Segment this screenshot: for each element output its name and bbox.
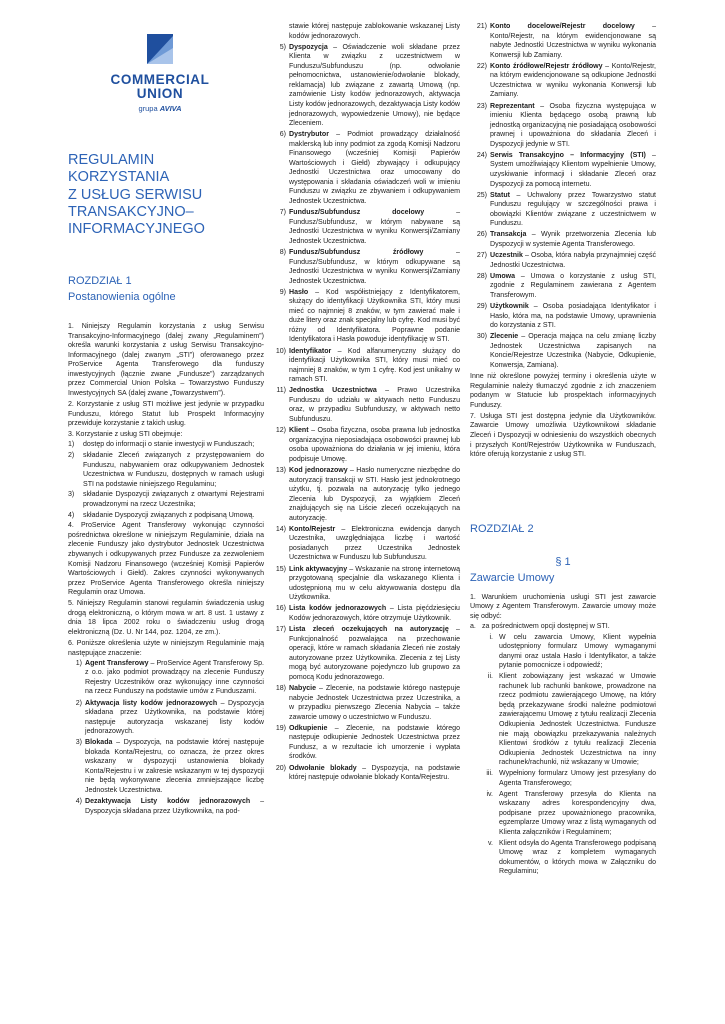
list-item: 2) składanie Zleceń związanych z przystępowaniem do Funduszu, nabywaniem oraz odkupywaniem Jednostek Uczestnictwa w Funduszu, dostępnych w ramach usługi STI na podstawie niniejszego Regulaminu; bbox=[68, 451, 264, 488]
definition-item: 4) Dezaktywacja Listy kodów jednorazowych – Dyspozycja składana przez Użytkownika, na pod- bbox=[75, 798, 264, 815]
definition-item: 22) Konto źródłowe/Rejestr źródłowy – Konto/Rejestr, na którym ewidencjonowane są odkupione Jednostki Uczestnictwa w wyniku wykonania Konwersji lub Zamiany. bbox=[476, 62, 656, 99]
roman-list-item: ii. Klient zobowiązany jest wskazać w Umowie rachunek lub rachunki bankowe, prowadzone na rzecz podmiotu zawierającego Umowę, na który będą przekazywane środki należne podmiotowi zawierającemu Umowę z tytułu realizacji Zlecenia Odkupienia Jednostek Uczestnictwa. Fundusze nie mają obowiązku przekazywania należnych Klientowi środków z tytułu realizacji Zlecenia Odkupienia Jednostek Uczestnictwa na inny rachunek/rachunki, niż wskazany w Umowie; bbox=[487, 673, 656, 767]
definitions-note: Inne niż określone powyżej terminy i określenia użyte w Regulaminie należy tłumaczyć zgodnie z ich znaczeniem podanym w Statucie lub prospektach informacyjnych Funduszy. bbox=[470, 373, 656, 409]
definition-item: 12) Klient – Osoba fizyczna, osoba prawna lub jednostka organizacyjna nieposiadająca osobowości prawnej lub osoba upoważniona do działania w jej imieniu, która podpisuje Umowę. bbox=[275, 427, 460, 463]
definition-item: 23) Reprezentant – Osoba fizyczna występująca w imieniu Klienta będącego osobą prawną lub jednostką organizacyjną nie posiadającą osobowości prawnej i upoważniona do składania Zleceń i Dyspozycji jedynie w STI. bbox=[476, 102, 656, 148]
column-1-body bbox=[68, 322, 264, 818]
roman-list-item: i. W celu zawarcia Umowy, Klient wypełnia udostępniony formularz Umowy wymaganymi danymi oraz ustala Hasło i Identyfikator, a także pytanie pomocnicze i odpowiedź; bbox=[489, 633, 656, 670]
definition-item: 21) Konto docelowe/Rejestr docelowy – Konto/Rejestr, na którym ewidencjonowane są nabyte Jednostki Uczestnictwa w wyniku wykonania Konwersji lub Zamiany. bbox=[476, 23, 656, 59]
paragraph-4: 4. ProService Agent Transferowy wykonując czynności pośrednictwa określone w niniejszym Regulaminie, działa na zlecenie Funduszy jako dystrybutor Jednostek Uczestnictwa zbywanych i odkupywanych przez Fundusze za zezwoleniem Komisji Nadzoru Finansowego (wcześniej Komisji Papierów Wartościowych i Giełd). Zakres czynności wykonywanych przez ProService Agenta Transferowego określa niniejszy Regulamin oraz Umowa. bbox=[68, 522, 264, 597]
definition-item: 26) Transakcja – Wynik przetworzenia Zlecenia lub Dyspozycji w systemie Agenta Transferowego. bbox=[476, 231, 656, 248]
paragraph-5: 5. Niniejszy Regulamin stanowi regulamin świadczenia usług drogą elektroniczną, o którym mowa w art. 8 ust. 1 ustawy z dnia 18 lipca 2002 roku o świadczeniu usług drogą elektroniczną (Dz. U. Nr 144, poz. 1204, ze zm.). bbox=[68, 600, 264, 636]
paragraph-2: 2. Korzystanie z usług STI możliwe jest jedynie w przypadku Funduszu, którego Statut lub Prospekt Informacyjny przewiduje korzystanie z takich usług. bbox=[68, 400, 264, 428]
definition-item: 29) Użytkownik – Osoba posiadająca Identyfikator i Hasło, która ma, na podstawie Umowy, uprawnienia do korzystania z STI. bbox=[476, 303, 656, 330]
chapter-1-heading: ROZDZIAŁ 1 bbox=[68, 275, 132, 287]
chapter-1-subtitle: Postanowienia ogólne bbox=[68, 291, 176, 303]
column-2 bbox=[270, 22, 460, 791]
title-line: REGULAMIN bbox=[68, 152, 155, 168]
definition-item: 1) Agent Transferowy – ProService Agent Transferowy Sp. z o.o. jako podmiot prowadzący na zlecenie Funduszy Rejestry Uczestników oraz wykonujący inne czynności na rzecz Funduszy na podstawie umów z Funduszami. bbox=[75, 659, 265, 696]
definition-item: 5) Dyspozycja – Oświadczenie woli składane przez Klienta w związku z uczestnictwem w Funduszu/Subfunduszu (np. odwołanie pełnomocnictwa, ustanowienie/odwołanie blokady, reklamacja) lub związane z zawartą Umową (np. zamówienie Listy kodów jednorazowych, aktywacja Listy kodów jednorazowych, dezaktywacja Listy kodów jednorazowych, wypowiedzenie Umowy), nie będące Zleceniem. bbox=[279, 43, 460, 128]
title-line: INFORMACYJNEGO bbox=[68, 221, 205, 238]
section-1-paragraph-1: 1. Warunkiem uruchomienia usługi STI jest zawarcie Umowy z Agentem Transferowym. Zawarcie umowy może się odbyć: bbox=[470, 593, 656, 620]
roman-list-item: iii. Wypełniony formularz Umowy jest przesyłany do Agenta Transferowego; bbox=[486, 770, 656, 787]
definition-item: 25) Statut – Uchwalony przez Towarzystwo statut Funduszu regulujący w szczególności prawa i obowiązki Klientów związane z uczestnictwem w Funduszu. bbox=[476, 191, 656, 228]
paragraph-1: 1. Niniejszy Regulamin korzystania z usług Serwisu Transakcyjno-Informacyjnego (dalej zwany „Regulaminem”) określa warunki korzystania z usług Serwisu Transakcyjno-Informacyjnego (dalej zwanym „STI”) oferowanego przez ProService Agenta Transferowego dla funduszy inwestycyjnych (łącznie zwane „Fundusze”) zarządzanych przez Commercial Union Polska – Towarzystwo Funduszy Inwestycyjnych SA (dalej zwane „Towarzystwem”). bbox=[68, 323, 264, 397]
definition-item: 7) Fundusz/Subfundusz docelowy – Fundusz/Subfundusz, w którym nabywane są Jednostki Uczestnictwa w wyniku Konwersji/Zamiany Jednostek Uczestnictwa. bbox=[279, 209, 460, 245]
paragraph-3: 3. Korzystanie z usług STI obejmuje: bbox=[68, 431, 183, 439]
sub-item: a. za pośrednictwem opcji dostępnej w STI. bbox=[470, 622, 610, 630]
definition-item: 6) Dystrybutor – Podmiot prowadzący działalność maklerską lub inny podmiot za zgodą Komisji Nadzoru Finansowego (wcześniej Komisji Papierów Wartościowych i Giełd) zbywający i odkupujący Jednostki Uczestnictwa oraz umocowany do występowania i składania oświadczeń woli w imieniu Funduszu w związku ze zbywaniem i odkupywaniem Jednostek Uczestnictwa. bbox=[279, 131, 460, 206]
definition-item: 27) Uczestnik – Osoba, która nabyła przynajmniej część Jednostki Uczestnictwa. bbox=[476, 252, 656, 269]
definition-item: 2) Aktywacja listy kodów jednorazowych – Dyspozycja składana przez Użytkownika, na podstawie której następuje autoryzacja wskazanej listy kodów jednorazowych. bbox=[75, 699, 264, 736]
definition-item: 3) Blokada – Dyspozycja, na podstawie której następuje blokada Konta/Rejestru, co oznacza, że przez okres wskazany w dyspozycji ustanowienia blokady Konta/Rejestru i w zakresie wskazanym w tej dyspozycji nie będą wykonywane zlecenia zmniejszające liczbę Jednostek Uczestnictwa. bbox=[75, 739, 264, 795]
paragraph-6: 6. Poniższe określenia użyte w niniejszym Regulaminie mają następujące znaczenie: bbox=[68, 640, 264, 657]
list-item: 3) składanie Dyspozycji związanych z otwartymi Rejestrami prowadzonymi na rzecz Uczestnika; bbox=[68, 491, 264, 508]
logo-text-group: grupa AVIVA bbox=[138, 104, 182, 113]
continued-text: stawie której następuje zablokowanie wskazanej Listy kodów jednorazowych. bbox=[289, 23, 460, 40]
definition-item: 30) Zlecenie – Operacja mająca na celu zmianę liczby Jednostek Uczestnictwa zapisanych na Koncie/Rejestrze Uczestnika (Nabycie, Odkupienie, Konwersja, Zamiana). bbox=[476, 333, 656, 369]
column-3 bbox=[470, 22, 656, 878]
commercial-union-logo bbox=[62, 22, 258, 138]
chapter-2-heading: ROZDZIAŁ 2 bbox=[470, 522, 534, 535]
definition-item: 16) Lista kodów jednorazowych – Lista pięćdziesięciu Kodów jednorazowych, które otrzymuje Użytkownik. bbox=[275, 605, 460, 622]
logo-text-commercial: COMMERCIAL bbox=[110, 72, 210, 87]
definition-item: 24) Serwis Transakcyjno – Informacyjny (STI) – System umożliwiający Klientom wypełnienie Umowy, uzyskiwanie informacji i składanie Zleceń oraz Dyspozycji za pomocą internetu. bbox=[476, 151, 656, 188]
definition-item: 14) Konto/Rejestr – Elektroniczna ewidencja danych Uczestnika, uwzględniająca liczbę i wartość posiadanych przez Uczestnika Jednostek Uczestnictwa w Funduszu lub Subfunduszu. bbox=[275, 525, 460, 562]
title-line: TRANSAKCYJNO– bbox=[68, 203, 194, 220]
section-title: Zawarcie Umowy bbox=[470, 571, 555, 584]
definition-item: 8) Fundusz/Subfundusz źródłowy – Fundusz/Subfundusz, w którym odkupywane są Jednostki Uczestnictwa w wyniku Konwersji/Zamiany Jednostek Uczestnictwa. bbox=[279, 248, 460, 285]
definition-item: 15) Link aktywacyjny – Wskazanie na stronę internetową przygotowaną specjalnie dla wskazanego Klienta i udostępnioną mu w celu aktywowania dostępu dla Użytkownika. bbox=[275, 565, 461, 602]
list-item: 4) składanie Dyspozycji związanych z podpisaną Umową. bbox=[68, 511, 255, 519]
definition-item: 19) Odkupienie – Zlecenie, na podstawie którego następuje odkupienie Jednostek Uczestnictwa przez Fundusz, a w rezultacie ich umorzenie i wypłata środków. bbox=[275, 724, 460, 761]
definition-item: 10) Identyfikator – Kod alfanumeryczny służący do identyfikacji Użytkownika STI, który musi mieć co najmniej 8 znaków, w tym 1 cyfrę. Kod jest unikalny w ramach STI. bbox=[275, 347, 460, 384]
definition-item: 28) Umowa – Umowa o korzystanie z usług STI, zgodnie z Regulaminem zawierana z Agentem Transferowym. bbox=[476, 272, 656, 299]
definition-item: 9) Hasło – Kod współistniejący z Identyfikatorem, służący do identyfikacji Użytkownika STI, który musi mieć co najmniej 8 znaków, w tym zawierać małe i duże litery oraz znak specjalny lub cyfrę. Kod musi być różny od Identyfikatora. Poprawne podanie Identyfikatora i Hasła powoduje identyfikację w STI. bbox=[279, 288, 460, 344]
definition-item: 20) Odwołanie blokady – Dyspozycja, na podstawie której następuje odwołanie blokady Konta/Rejestru. bbox=[275, 764, 461, 782]
logo-text-union: UNION bbox=[136, 86, 184, 101]
definition-item: 17) Lista zleceń oczekujących na autoryzację – Funkcjonalność pozwalająca na przechowanie operacji, które w ramach składania Zleceń nie zostały autoryzowane przez Użytkownika. Zlecenia z tej Listy mogą być autoryzowane pojedynczo lub grupowo za pomocą Kodu jednorazowego. bbox=[275, 626, 460, 681]
title-line: KORZYSTANIA bbox=[68, 169, 170, 186]
roman-list-item: v. Klient odsyła do Agenta Transferowego podpisaną Umowę wraz z kompletem wymaganych dokumentów, o których mowa w Załączniku do Regulaminu; bbox=[488, 839, 656, 876]
definition-item: 13) Kod jednorazowy – Hasło numeryczne niezbędne do autoryzacji transakcji w STI. Hasło jest jednokrotnego użytku, tj. pozwala na autoryzację tylko jednego Zlecenia lub Dyspozycji, za wyjątkiem Zleceń znajdujących się na Liście zleceń oczekujących na autoryzację. bbox=[275, 466, 460, 522]
logo-emblem-icon bbox=[145, 32, 175, 66]
list-item: 1) dostęp do informacji o stanie inwestycji w Funduszach; bbox=[68, 441, 255, 449]
title-line: Z USŁUG SERWISU bbox=[68, 186, 203, 203]
definition-item: 18) Nabycie – Zlecenie, na podstawie którego następuje nabycie Jednostek Uczestnictwa przez Uczestnika, a w przypadku pierwszego Zlecenia Nabycia – także zawarcie umowy o uczestnictwo w Funduszu. bbox=[275, 684, 460, 721]
section-number: § 1 bbox=[555, 555, 571, 568]
paragraph-7: 7. Usługa STI jest dostępna jedynie dla Użytkowników. Zawarcie Umowy umożliwia Użytkownikowi składanie Zleceń i Dyspozycji w odniesieniu do wszystkich obecnych i przyszłych Kont/Rejestrów Użytkownika w Funduszach, które oferują korzystanie z usług STI. bbox=[470, 412, 656, 459]
definition-item: 11) Jednostka Uczestnictwa – Prawo Uczestnika Funduszu do udziału w aktywach netto Funduszu oraz, w przypadku Subfunduszy, w aktywach netto Subfunduszu. bbox=[276, 387, 461, 424]
roman-list-item: iv. Agent Transferowy przesyła do Klienta na wskazany adres korespondencyjny dwa, podpisane przez upoważnionego pracownika, egzemplarze Umowy wraz z listą wymaganych od Klienta załączników i Regulaminem; bbox=[486, 790, 656, 836]
document-title bbox=[68, 152, 264, 238]
